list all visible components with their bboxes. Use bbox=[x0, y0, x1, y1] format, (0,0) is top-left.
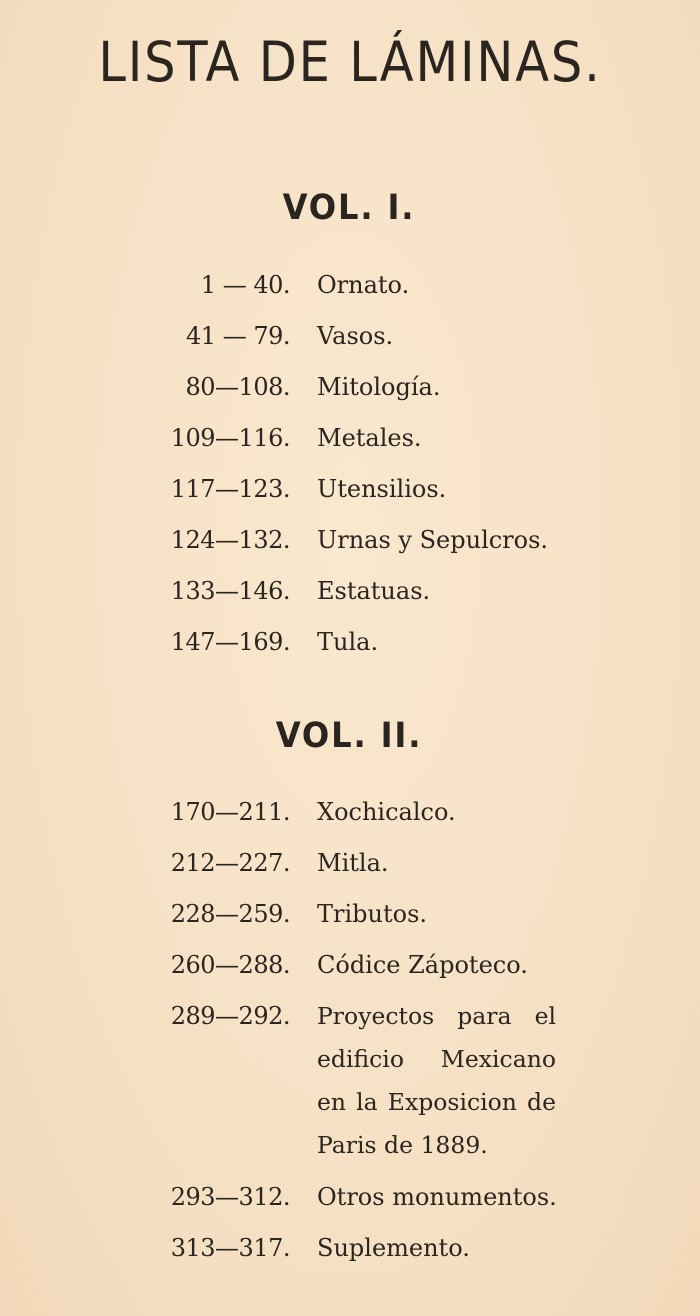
list-item bbox=[0, 791, 700, 842]
list-item bbox=[0, 621, 700, 672]
list-item bbox=[0, 417, 700, 468]
list-item bbox=[0, 366, 700, 417]
volume-2-plate-list bbox=[0, 791, 700, 1278]
plate-subject: Metales. bbox=[317, 424, 422, 452]
list-item bbox=[0, 315, 700, 366]
list-item bbox=[0, 995, 700, 1176]
plate-subject: Tributos. bbox=[317, 900, 428, 928]
list-item bbox=[0, 264, 700, 315]
plate-range: 133—146. bbox=[170, 577, 290, 605]
plate-range: 293—312. bbox=[170, 1183, 290, 1211]
volume-1-plate-list bbox=[0, 264, 700, 672]
list-item bbox=[0, 944, 700, 995]
plate-range: 117—123. bbox=[170, 475, 290, 503]
plate-subject: Suplemento. bbox=[317, 1234, 470, 1262]
list-item bbox=[0, 468, 700, 519]
list-item bbox=[0, 1227, 700, 1278]
plate-subject-last-line: Paris de 1889. bbox=[317, 1131, 488, 1159]
plate-range: 1 — 40. bbox=[200, 271, 290, 299]
plate-range: 228—259. bbox=[170, 900, 290, 928]
plate-range: 289—292. bbox=[170, 1002, 290, 1030]
list-item bbox=[0, 842, 700, 893]
plate-subject: Estatuas. bbox=[317, 577, 431, 605]
plate-range: 170—211. bbox=[170, 798, 290, 826]
plate-subject: Xochicalco. bbox=[317, 798, 456, 826]
plate-subject: Mitla. bbox=[317, 849, 389, 877]
plate-subject: Códice Zápoteco. bbox=[317, 951, 528, 979]
plate-subject: Urnas y Sepulcros. bbox=[317, 526, 549, 554]
plate-range: 147—169. bbox=[170, 628, 290, 656]
plate-range: 41 — 79. bbox=[186, 322, 290, 350]
plate-subject-text: Proyectos para el edificio Mexicano en la Exposicion de bbox=[317, 1002, 556, 1116]
volume-heading-2: VOL. II. bbox=[275, 716, 423, 756]
page-title: LISTA DE LÁMINAS. bbox=[98, 30, 602, 94]
volume-heading-1: VOL. I. bbox=[282, 188, 416, 228]
list-item bbox=[0, 570, 700, 621]
plate-range: 260—288. bbox=[170, 951, 290, 979]
plate-subject: Otros monumentos. bbox=[317, 1183, 557, 1211]
plate-subject-multiline bbox=[317, 995, 556, 1167]
plate-range: 313—317. bbox=[170, 1234, 290, 1262]
plate-subject: Ornato. bbox=[317, 271, 410, 299]
plate-subject: Tula. bbox=[317, 628, 379, 656]
list-item bbox=[0, 519, 700, 570]
list-item bbox=[0, 1176, 700, 1227]
list-item bbox=[0, 893, 700, 944]
plate-range: 212—227. bbox=[170, 849, 290, 877]
plate-subject: Utensilios. bbox=[317, 475, 447, 503]
plate-subject: Vasos. bbox=[317, 322, 394, 350]
plate-subject: Mitología. bbox=[317, 373, 441, 401]
plate-range: 80—108. bbox=[185, 373, 290, 401]
plate-range: 109—116. bbox=[170, 424, 290, 452]
plate-range: 124—132. bbox=[170, 526, 290, 554]
